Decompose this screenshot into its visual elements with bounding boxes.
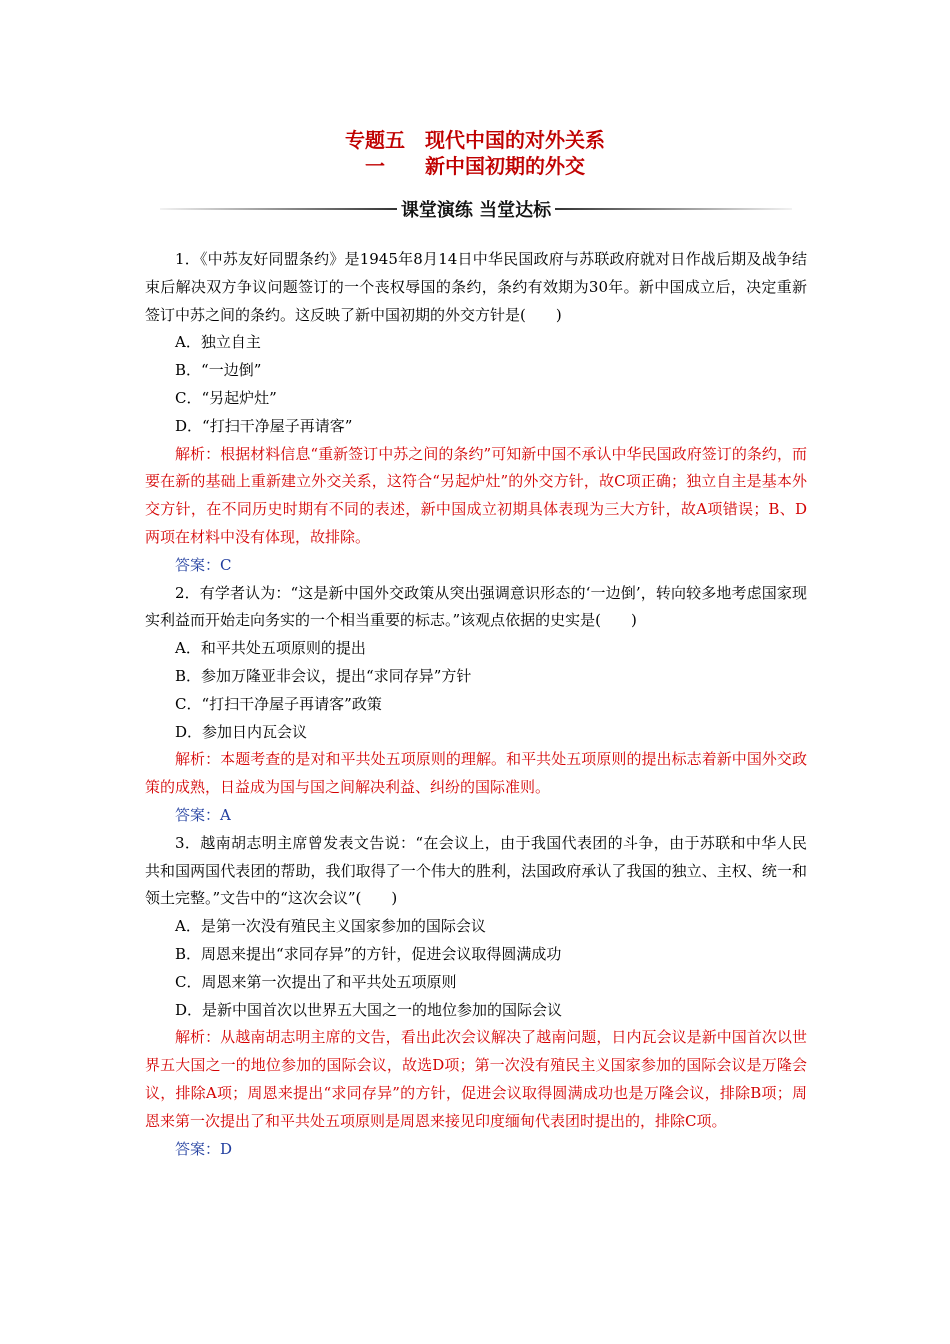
analysis-label: 解析： <box>175 1028 221 1047</box>
banner-rule-left <box>160 208 397 210</box>
question-list <box>145 246 807 1163</box>
option-b: B．周恩来提出“求同存异”的方针，促进会议取得圆满成功 <box>175 944 562 963</box>
question-2 <box>145 580 807 830</box>
section-banner <box>160 196 792 222</box>
answer <box>145 1136 807 1164</box>
answer-label: 答案： <box>175 805 221 824</box>
question-1 <box>145 246 807 580</box>
answer-label: 答案： <box>175 555 221 574</box>
page-title: 专题五 现代中国的对外关系 <box>345 128 605 152</box>
option-a: A．和平共处五项原则的提出 <box>175 639 366 658</box>
answer-value: D <box>220 1139 233 1158</box>
section-banner-text: 课堂演练 当堂达标 <box>400 200 552 221</box>
option-c: C．周恩来第一次提出了和平共处五项原则 <box>175 972 457 991</box>
analysis-text: 本题考查的是对和平共处五项原则的理解。和平共处五项原则的提出标志着新中国外交政策的成熟，日益成为国与国之间解决利益、纠纷的国际准则。 <box>145 750 807 797</box>
banner-rule-right <box>555 208 792 210</box>
answer-label: 答案： <box>175 1139 221 1158</box>
analysis-text: 根据材料信息“重新签订中苏之间的条约”可知新中国不承认中华民国政府签订的条约，而要在新的基础上重新建立外交关系，这符合“另起炉灶”的外交方针，故C项正确；独立自主是基本外交方针，在不同历史时期有不同的表述，新中国成立初期具体表现为三大方针，故A项错误；B、D两项在材料中没有体现，故排除。 <box>145 444 807 546</box>
option-a: A．独立自主 <box>175 333 261 352</box>
option-c: C．“打扫干净屋子再请客”政策 <box>175 694 382 713</box>
analysis <box>145 1024 807 1135</box>
lesson-title: 一 新中国初期的外交 <box>365 154 585 178</box>
analysis <box>145 746 807 802</box>
option-a: A．是第一次没有殖民主义国家参加的国际会议 <box>175 917 486 936</box>
option-b: B．“一边倒” <box>175 361 262 380</box>
answer-value: C <box>220 555 232 574</box>
question-stem: 2．有学者认为：“这是新中国外交政策从突出强调意识形态的‘一边倒’，转向较多地考虑国家现实利益而开始走向务实的一个相当重要的标志。”该观点依据的史实是( ) <box>145 583 807 630</box>
question-stem: 3．越南胡志明主席曾发表文告说：“在会议上，由于我国代表团的斗争，由于苏联和中华人民共和国两国代表团的帮助，我们取得了一个伟大的胜利，法国政府承认了我国的独立、主权、统一和领土完整。”文告中的“这次会议”( ) <box>145 833 807 908</box>
question-3 <box>145 830 807 1164</box>
option-d: D．参加日内瓦会议 <box>175 722 308 741</box>
analysis <box>145 441 807 552</box>
analysis-label: 解析： <box>175 750 221 769</box>
option-c: C．“另起炉灶” <box>175 388 277 407</box>
answer-value: A <box>220 805 231 824</box>
analysis-label: 解析： <box>175 444 221 463</box>
option-d: D．“打扫干净屋子再请客” <box>175 416 353 435</box>
answer <box>145 802 807 830</box>
analysis-text: 从越南胡志明主席的文告，看出此次会议解决了越南问题，日内瓦会议是新中国首次以世界五大国之一的地位参加的国际会议，故选D项；第一次没有殖民主义国家参加的国际会议是万隆会议，排除A项；周恩来提出“求同存异”的方针，促进会议取得圆满成功也是万隆会议，排除B项；周恩来第一次提出了和平共处五项原则是周恩来接见印度缅甸代表团时提出的，排除C项。 <box>145 1028 807 1130</box>
option-b: B．参加万隆亚非会议，提出“求同存异”方针 <box>175 666 472 685</box>
option-d: D．是新中国首次以世界五大国之一的地位参加的国际会议 <box>175 1000 563 1019</box>
question-stem: 1．《中苏友好同盟条约》是1945年8月14日中华民国政府与苏联政府就对日作战后期及战争结束后解决双方争议问题签订的一个丧权辱国的条约，条约有效期为30年。新中国成立后，决定重新签订中苏之间的条约。这反映了新中国初期的外交方针是( ) <box>145 250 807 324</box>
answer <box>145 552 807 580</box>
